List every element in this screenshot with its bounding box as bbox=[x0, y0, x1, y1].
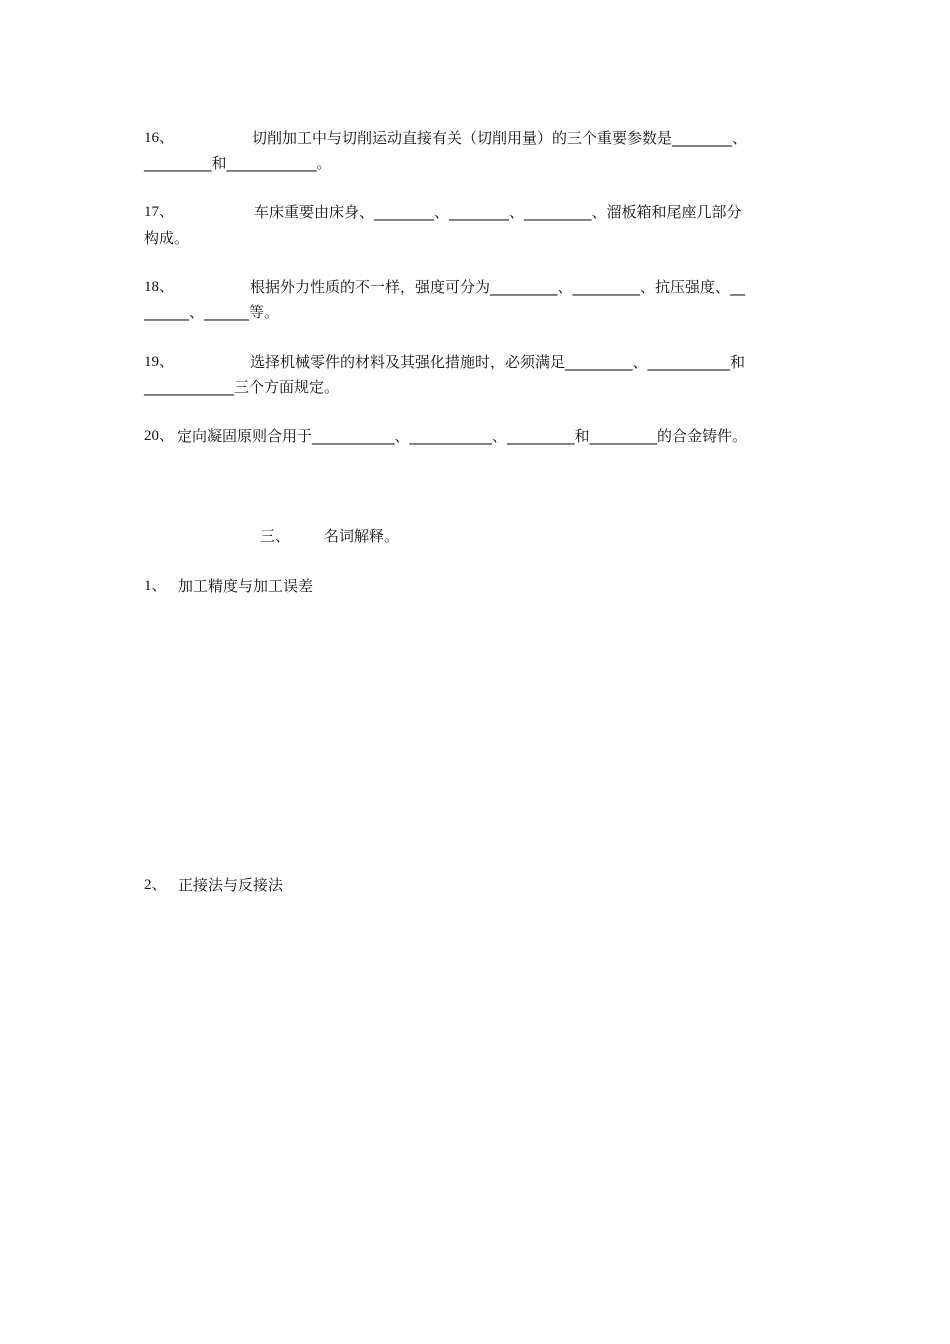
question-17-number: 17、 bbox=[144, 204, 175, 220]
section-number: 三、 bbox=[260, 527, 291, 545]
question-18-text-line2: ______、______等。 bbox=[144, 303, 280, 321]
question-18-text-line1: 根据外力性质的不一样，强度可分为_________、_________、抗压强度、__ bbox=[250, 278, 746, 296]
question-19-text-line2: ____________三个方面规定。 bbox=[144, 378, 340, 396]
term-1-text: 加工精度与加工误差 bbox=[178, 577, 314, 595]
term-1-number: 1、 bbox=[144, 578, 167, 594]
section-title: 名词解释。 bbox=[324, 527, 400, 545]
term-2-number: 2、 bbox=[144, 877, 167, 893]
question-17-text-line2: 构成。 bbox=[144, 229, 190, 247]
question-20-number: 20、 bbox=[144, 428, 175, 444]
question-16-text-line2: _________和____________。 bbox=[144, 154, 332, 172]
question-19-number: 19、 bbox=[144, 354, 175, 370]
question-17-text-line1: 车床重要由床身、________、________、_________、溜板箱和尾座几部分 bbox=[254, 203, 742, 221]
question-19-text-line1: 选择机械零件的材料及其强化措施时，必须满足_________、___________和 bbox=[250, 353, 746, 371]
question-20-text: 定向凝固原则合用于___________、___________、_________和_________的合金铸件。 bbox=[177, 427, 748, 445]
question-16-text-line1: 切削加工中与切削运动直接有关（切削用量）的三个重要参数是________、 bbox=[252, 129, 748, 147]
question-18-number: 18、 bbox=[144, 279, 175, 295]
question-16-number: 16、 bbox=[144, 130, 175, 146]
term-2-text: 正接法与反接法 bbox=[178, 876, 284, 894]
